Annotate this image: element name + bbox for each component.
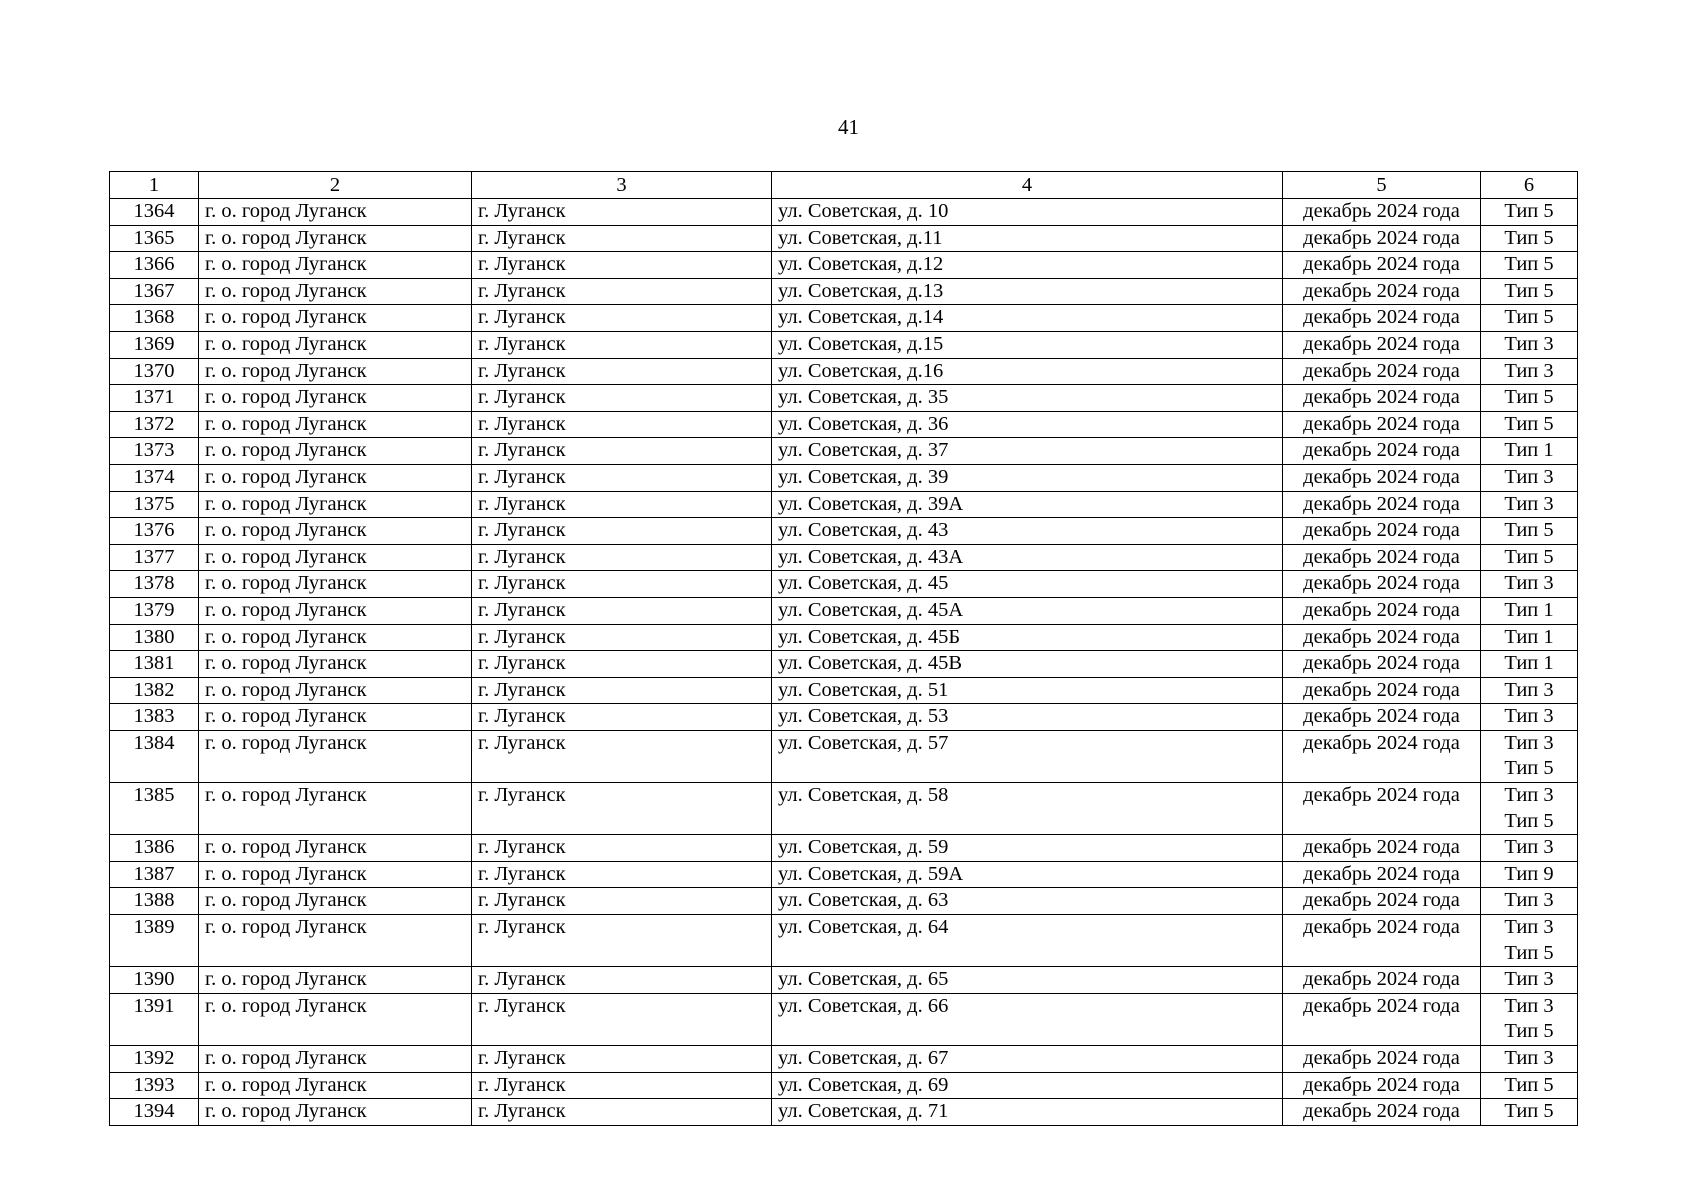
date-cell: декабрь 2024 года xyxy=(1283,278,1481,305)
date-cell: декабрь 2024 года xyxy=(1283,491,1481,518)
address-cell: ул. Советская, д. 36 xyxy=(772,411,1283,438)
city-cell: г. Луганск xyxy=(472,438,772,465)
table-row xyxy=(110,888,1578,915)
type-label: Тип 5 xyxy=(1504,200,1554,222)
type-cell xyxy=(1481,438,1578,465)
table-row xyxy=(110,624,1578,651)
district-cell: г. о. город Луганск xyxy=(199,491,472,518)
address-cell: ул. Советская, д.13 xyxy=(772,278,1283,305)
table-body xyxy=(110,199,1578,1126)
row-number-cell: 1376 xyxy=(110,518,199,545)
district-cell: г. о. город Луганск xyxy=(199,783,472,835)
table-header-row xyxy=(110,172,1578,199)
city-cell: г. Луганск xyxy=(472,597,772,624)
row-number-cell: 1374 xyxy=(110,464,199,491)
address-cell: ул. Советская, д. 45 xyxy=(772,571,1283,598)
address-cell: ул. Советская, д. 71 xyxy=(772,1099,1283,1126)
date-cell: декабрь 2024 года xyxy=(1283,783,1481,835)
table-row xyxy=(110,199,1578,226)
column-header: 1 xyxy=(110,172,199,199)
type-cell xyxy=(1481,967,1578,994)
type-cell xyxy=(1481,730,1578,782)
row-number-cell: 1384 xyxy=(110,730,199,782)
table-row xyxy=(110,915,1578,967)
table-row xyxy=(110,411,1578,438)
column-header: 5 xyxy=(1283,172,1481,199)
city-cell: г. Луганск xyxy=(472,730,772,782)
city-cell: г. Луганск xyxy=(472,278,772,305)
address-cell: ул. Советская, д. 58 xyxy=(772,783,1283,835)
type-cell xyxy=(1481,915,1578,967)
date-cell: декабрь 2024 года xyxy=(1283,518,1481,545)
district-cell: г. о. город Луганск xyxy=(199,438,472,465)
city-cell: г. Луганск xyxy=(472,677,772,704)
date-cell: декабрь 2024 года xyxy=(1283,915,1481,967)
date-cell: декабрь 2024 года xyxy=(1283,1046,1481,1073)
city-cell: г. Луганск xyxy=(472,835,772,862)
row-number-cell: 1373 xyxy=(110,438,199,465)
type-label: Тип 5 xyxy=(1504,279,1554,302)
city-cell: г. Луганск xyxy=(472,624,772,651)
table-row xyxy=(110,783,1578,835)
city-cell: г. Луганск xyxy=(472,464,772,491)
table-row xyxy=(110,571,1578,598)
row-number-cell: 1383 xyxy=(110,704,199,731)
date-cell: декабрь 2024 года xyxy=(1283,1099,1481,1126)
row-number-cell: 1381 xyxy=(110,651,199,678)
type-label: Тип 5 xyxy=(1504,1073,1554,1096)
table-row xyxy=(110,597,1578,624)
district-cell: г. о. город Луганск xyxy=(199,225,472,252)
row-number-cell: 1392 xyxy=(110,1046,199,1073)
city-cell: г. Луганск xyxy=(472,199,772,226)
row-number-cell: 1379 xyxy=(110,597,199,624)
address-cell: ул. Советская, д. 39 xyxy=(772,464,1283,491)
row-number-cell: 1385 xyxy=(110,783,199,835)
type-label: Тип 5 xyxy=(1504,412,1554,435)
row-number-cell: 1377 xyxy=(110,544,199,571)
table-row xyxy=(110,225,1578,252)
address-cell: ул. Советская, д.14 xyxy=(772,305,1283,332)
date-cell: декабрь 2024 года xyxy=(1283,331,1481,358)
district-cell: г. о. город Луганск xyxy=(199,331,472,358)
date-cell: декабрь 2024 года xyxy=(1283,252,1481,279)
address-cell: ул. Советская, д.11 xyxy=(772,225,1283,252)
row-number-cell: 1389 xyxy=(110,915,199,967)
district-cell: г. о. город Луганск xyxy=(199,1072,472,1099)
district-cell: г. о. город Луганск xyxy=(199,464,472,491)
date-cell: декабрь 2024 года xyxy=(1283,993,1481,1045)
district-cell: г. о. город Луганск xyxy=(199,358,472,385)
type-label: Тип 5 xyxy=(1504,1100,1554,1123)
type-cell xyxy=(1481,278,1578,305)
row-number-cell: 1393 xyxy=(110,1072,199,1099)
address-cell: ул. Советская, д. 65 xyxy=(772,967,1283,994)
row-number-cell: 1388 xyxy=(110,888,199,915)
district-cell: г. о. город Луганск xyxy=(199,252,472,279)
type-cell xyxy=(1481,225,1578,252)
type-label: Тип 3 xyxy=(1504,678,1554,701)
row-number-cell: 1382 xyxy=(110,677,199,704)
district-cell: г. о. город Луганск xyxy=(199,888,472,915)
address-cell: ул. Советская, д. 35 xyxy=(772,385,1283,412)
column-header: 2 xyxy=(199,172,472,199)
column-header: 6 xyxy=(1481,172,1578,199)
type-cell xyxy=(1481,411,1578,438)
city-cell: г. Луганск xyxy=(472,331,772,358)
city-cell: г. Луганск xyxy=(472,1046,772,1073)
address-cell: ул. Советская, д. 10 xyxy=(772,199,1283,226)
address-cell: ул. Советская, д. 59 xyxy=(772,835,1283,862)
type-cell xyxy=(1481,651,1578,678)
table-row xyxy=(110,438,1578,465)
district-cell: г. о. город Луганск xyxy=(199,624,472,651)
district-cell: г. о. город Луганск xyxy=(199,730,472,782)
row-number-cell: 1366 xyxy=(110,252,199,279)
type-label: Тип 5 xyxy=(1504,545,1554,568)
address-cell: ул. Советская, д. 64 xyxy=(772,915,1283,967)
type-label: Тип 5 xyxy=(1504,386,1554,409)
district-cell: г. о. город Луганск xyxy=(199,571,472,598)
city-cell: г. Луганск xyxy=(472,993,772,1045)
type-cell xyxy=(1481,199,1578,226)
date-cell: декабрь 2024 года xyxy=(1283,358,1481,385)
city-cell: г. Луганск xyxy=(472,1072,772,1099)
address-cell: ул. Советская, д. 51 xyxy=(772,677,1283,704)
address-cell: ул. Советская, д. 45А xyxy=(772,597,1283,624)
address-cell: ул. Советская, д. 59А xyxy=(772,861,1283,888)
type-cell xyxy=(1481,491,1578,518)
type-label: Тип 5 xyxy=(1504,1020,1554,1043)
table-row xyxy=(110,993,1578,1045)
column-header: 3 xyxy=(472,172,772,199)
type-label: Тип 3 xyxy=(1504,731,1554,754)
table-row xyxy=(110,305,1578,332)
page-number: 41 xyxy=(838,115,859,139)
row-number-cell: 1365 xyxy=(110,225,199,252)
type-cell xyxy=(1481,358,1578,385)
address-cell: ул. Советская, д. 69 xyxy=(772,1072,1283,1099)
type-label: Тип 3 xyxy=(1504,465,1554,488)
type-cell xyxy=(1481,305,1578,332)
type-label: Тип 9 xyxy=(1504,862,1554,885)
type-cell xyxy=(1481,1046,1578,1073)
district-cell: г. о. город Луганск xyxy=(199,1099,472,1126)
type-label: Тип 3 xyxy=(1504,332,1554,355)
type-label: Тип 3 xyxy=(1504,916,1554,939)
type-label: Тип 5 xyxy=(1504,306,1554,329)
row-number-cell: 1370 xyxy=(110,358,199,385)
address-cell: ул. Советская, д. 63 xyxy=(772,888,1283,915)
type-cell xyxy=(1481,861,1578,888)
table-row xyxy=(110,331,1578,358)
city-cell: г. Луганск xyxy=(472,518,772,545)
date-cell: декабрь 2024 года xyxy=(1283,730,1481,782)
type-cell xyxy=(1481,1072,1578,1099)
district-cell: г. о. город Луганск xyxy=(199,278,472,305)
district-cell: г. о. город Луганск xyxy=(199,518,472,545)
row-number-cell: 1364 xyxy=(110,199,199,226)
city-cell: г. Луганск xyxy=(472,358,772,385)
type-cell xyxy=(1481,624,1578,651)
address-cell: ул. Советская, д. 66 xyxy=(772,993,1283,1045)
type-cell xyxy=(1481,704,1578,731)
type-label: Тип 1 xyxy=(1504,652,1554,675)
table-row xyxy=(110,252,1578,279)
registry-table xyxy=(109,171,1578,1126)
table-row xyxy=(110,730,1578,782)
row-number-cell: 1380 xyxy=(110,624,199,651)
city-cell: г. Луганск xyxy=(472,225,772,252)
table-row xyxy=(110,544,1578,571)
table-row xyxy=(110,1072,1578,1099)
district-cell: г. о. город Луганск xyxy=(199,967,472,994)
table-row xyxy=(110,1046,1578,1073)
address-cell: ул. Советская, д. 45В xyxy=(772,651,1283,678)
row-number-cell: 1391 xyxy=(110,993,199,1045)
row-number-cell: 1378 xyxy=(110,571,199,598)
column-header: 4 xyxy=(772,172,1283,199)
row-number-cell: 1372 xyxy=(110,411,199,438)
table-row xyxy=(110,464,1578,491)
district-cell: г. о. город Луганск xyxy=(199,704,472,731)
table-row xyxy=(110,704,1578,731)
type-label: Тип 3 xyxy=(1504,492,1554,515)
table-row xyxy=(110,358,1578,385)
date-cell: декабрь 2024 года xyxy=(1283,544,1481,571)
row-number-cell: 1369 xyxy=(110,331,199,358)
table-row xyxy=(110,967,1578,994)
date-cell: декабрь 2024 года xyxy=(1283,438,1481,465)
type-cell xyxy=(1481,252,1578,279)
address-cell: ул. Советская, д. 37 xyxy=(772,438,1283,465)
table-row xyxy=(110,861,1578,888)
date-cell: декабрь 2024 года xyxy=(1283,624,1481,651)
type-cell xyxy=(1481,677,1578,704)
district-cell: г. о. город Луганск xyxy=(199,199,472,226)
district-cell: г. о. город Луганск xyxy=(199,861,472,888)
type-cell xyxy=(1481,331,1578,358)
address-cell: ул. Советская, д.15 xyxy=(772,331,1283,358)
date-cell: декабрь 2024 года xyxy=(1283,464,1481,491)
type-cell xyxy=(1481,783,1578,835)
district-cell: г. о. город Луганск xyxy=(199,993,472,1045)
district-cell: г. о. город Луганск xyxy=(199,915,472,967)
table-row xyxy=(110,677,1578,704)
district-cell: г. о. город Луганск xyxy=(199,411,472,438)
address-cell: ул. Советская, д. 45Б xyxy=(772,624,1283,651)
city-cell: г. Луганск xyxy=(472,571,772,598)
date-cell: декабрь 2024 года xyxy=(1283,385,1481,412)
address-cell: ул. Советская, д. 53 xyxy=(772,704,1283,731)
type-cell xyxy=(1481,597,1578,624)
city-cell: г. Луганск xyxy=(472,491,772,518)
row-number-cell: 1368 xyxy=(110,305,199,332)
type-cell xyxy=(1481,993,1578,1045)
city-cell: г. Луганск xyxy=(472,305,772,332)
city-cell: г. Луганск xyxy=(472,544,772,571)
address-cell: ул. Советская, д.16 xyxy=(772,358,1283,385)
district-cell: г. о. город Луганск xyxy=(199,677,472,704)
date-cell: декабрь 2024 года xyxy=(1283,199,1481,226)
district-cell: г. о. город Луганск xyxy=(199,651,472,678)
table-row xyxy=(110,651,1578,678)
type-cell xyxy=(1481,571,1578,598)
city-cell: г. Луганск xyxy=(472,915,772,967)
address-cell: ул. Советская, д. 43А xyxy=(772,544,1283,571)
date-cell: декабрь 2024 года xyxy=(1283,704,1481,731)
type-cell xyxy=(1481,385,1578,412)
type-label: Тип 1 xyxy=(1504,625,1554,648)
date-cell: декабрь 2024 года xyxy=(1283,305,1481,332)
date-cell: декабрь 2024 года xyxy=(1283,835,1481,862)
date-cell: декабрь 2024 года xyxy=(1283,411,1481,438)
table-row xyxy=(110,1099,1578,1126)
date-cell: декабрь 2024 года xyxy=(1283,651,1481,678)
row-number-cell: 1394 xyxy=(110,1099,199,1126)
city-cell: г. Луганск xyxy=(472,888,772,915)
row-number-cell: 1386 xyxy=(110,835,199,862)
row-number-cell: 1371 xyxy=(110,385,199,412)
type-label: Тип 5 xyxy=(1504,226,1554,249)
city-cell: г. Луганск xyxy=(472,385,772,412)
date-cell: декабрь 2024 года xyxy=(1283,1072,1481,1099)
type-cell xyxy=(1481,888,1578,915)
type-label: Тип 3 xyxy=(1504,705,1554,728)
table-row xyxy=(110,278,1578,305)
district-cell: г. о. город Луганск xyxy=(199,544,472,571)
row-number-cell: 1390 xyxy=(110,967,199,994)
date-cell: декабрь 2024 года xyxy=(1283,967,1481,994)
type-label: Тип 3 xyxy=(1504,994,1554,1017)
type-label: Тип 3 xyxy=(1504,1047,1554,1069)
type-label: Тип 3 xyxy=(1504,784,1554,807)
type-label: Тип 1 xyxy=(1504,439,1554,462)
city-cell: г. Луганск xyxy=(472,967,772,994)
city-cell: г. Луганск xyxy=(472,783,772,835)
address-cell: ул. Советская, д.12 xyxy=(772,252,1283,279)
district-cell: г. о. город Луганск xyxy=(199,385,472,412)
city-cell: г. Луганск xyxy=(472,411,772,438)
type-cell xyxy=(1481,518,1578,545)
date-cell: декабрь 2024 года xyxy=(1283,597,1481,624)
table-row xyxy=(110,491,1578,518)
date-cell: декабрь 2024 года xyxy=(1283,888,1481,915)
type-label: Тип 1 xyxy=(1504,598,1554,621)
district-cell: г. о. город Луганск xyxy=(199,835,472,862)
district-cell: г. о. город Луганск xyxy=(199,1046,472,1073)
address-cell: ул. Советская, д. 43 xyxy=(772,518,1283,545)
address-cell: ул. Советская, д. 57 xyxy=(772,730,1283,782)
type-label: Тип 3 xyxy=(1504,889,1554,912)
date-cell: декабрь 2024 года xyxy=(1283,225,1481,252)
table-row xyxy=(110,835,1578,862)
table-row xyxy=(110,518,1578,545)
type-label: Тип 5 xyxy=(1504,519,1554,542)
address-cell: ул. Советская, д. 67 xyxy=(772,1046,1283,1073)
type-label: Тип 3 xyxy=(1504,572,1554,595)
row-number-cell: 1387 xyxy=(110,861,199,888)
type-label: Тип 3 xyxy=(1504,359,1554,382)
city-cell: г. Луганск xyxy=(472,1099,772,1126)
date-cell: декабрь 2024 года xyxy=(1283,677,1481,704)
date-cell: декабрь 2024 года xyxy=(1283,571,1481,598)
type-cell xyxy=(1481,464,1578,491)
type-label: Тип 5 xyxy=(1504,809,1554,832)
row-number-cell: 1367 xyxy=(110,278,199,305)
type-label: Тип 5 xyxy=(1504,757,1554,780)
city-cell: г. Луганск xyxy=(472,651,772,678)
date-cell: декабрь 2024 года xyxy=(1283,861,1481,888)
type-label: Тип 5 xyxy=(1504,253,1554,276)
city-cell: г. Луганск xyxy=(472,252,772,279)
type-cell xyxy=(1481,835,1578,862)
district-cell: г. о. город Луганск xyxy=(199,305,472,332)
type-cell xyxy=(1481,544,1578,571)
table-row xyxy=(110,385,1578,412)
type-label: Тип 5 xyxy=(1504,941,1554,964)
type-label: Тип 3 xyxy=(1504,968,1554,991)
district-cell: г. о. город Луганск xyxy=(199,597,472,624)
type-cell xyxy=(1481,1099,1578,1126)
row-number-cell: 1375 xyxy=(110,491,199,518)
type-label: Тип 3 xyxy=(1504,836,1554,859)
address-cell: ул. Советская, д. 39А xyxy=(772,491,1283,518)
city-cell: г. Луганск xyxy=(472,861,772,888)
city-cell: г. Луганск xyxy=(472,704,772,731)
